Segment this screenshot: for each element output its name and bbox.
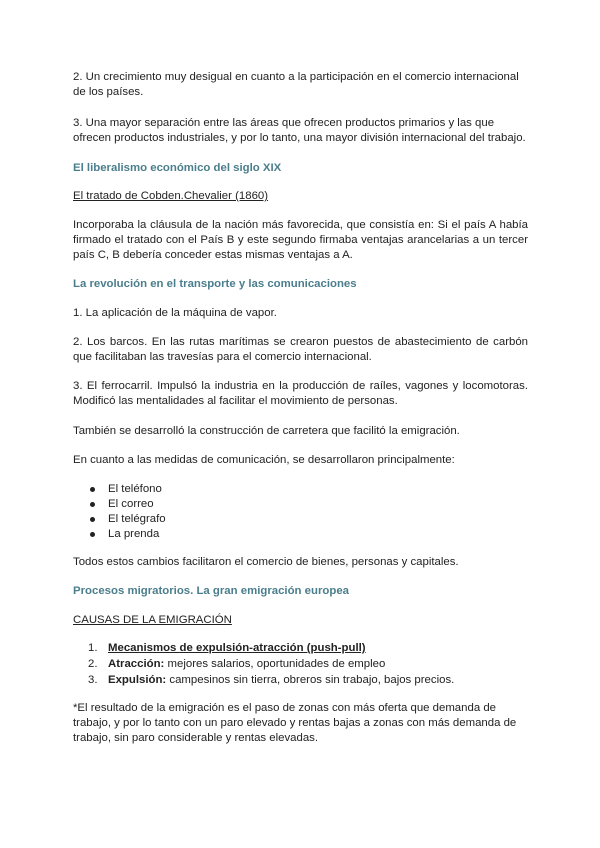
paragraph-barcos: 2. Los barcos. En las rutas marítimas se crearon puestos de abastecimiento de carbón que facilitaban las travesías para el comercio internacional. (73, 336, 528, 363)
heading-revolucion: La revolución en el transporte y las comunicaciones (73, 278, 357, 290)
list-item: El teléfono (73, 482, 166, 497)
list-item: 1. Mecanismos de expulsión-atracción (push-pull) (88, 642, 366, 654)
subheading-causas: CAUSAS DE LA EMIGRACIÓN (73, 614, 232, 626)
heading-liberalismo: El liberalismo económico del siglo XIX (73, 162, 282, 174)
paragraph-carretera: También se desarrolló la construcción de carretera que facilitó la emigración. (73, 425, 460, 437)
paragraph-tratado: Incorporaba la cláusula de la nación más favorecida, que consistía en: Si el país A había firmado el tratado con el País B y este segundo firmaba ventajas arancelarias a un tercer país C, B debería conceder estas mismas ventajas a A. (73, 219, 528, 261)
bullet-list-comunicaciones (73, 482, 166, 542)
list-item: 2. Atracción: mejores salarios, oportunidades de empleo (88, 658, 386, 670)
bullet-icon (90, 532, 95, 537)
paragraph-crecimiento: 2. Un crecimiento muy desigual en cuanto a la participación en el comercio internacional de los países. (73, 71, 519, 98)
paragraph-cambios: Todos estos cambios facilitaron el comercio de bienes, personas y capitales. (73, 556, 459, 568)
bullet-icon (90, 502, 95, 507)
paragraph-ferrocarril: 3. El ferrocarril. Impulsó la industria en la producción de raíles, vagones y locomotoras. Modificó las mentalidades al facilitar el movimiento de personas. (73, 380, 528, 407)
list-item: El telégrafo (73, 512, 166, 527)
subheading-tratado: El tratado de Cobden.Chevalier (1860) (73, 190, 269, 202)
bullet-icon (90, 517, 95, 522)
paragraph-comunicacion: En cuanto a las medidas de comunicación, se desarrollaron principalmente: (73, 454, 455, 466)
paragraph-resultado: *El resultado de la emigración es el paso de zonas con más oferta que demanda de trabajo, y por lo tanto con un paro elevado y rentas bajas a zonas con más demanda de trabajo, sin paro considerable y rentas elevadas. (73, 702, 517, 744)
heading-migratorios: Procesos migratorios. La gran emigración europea (73, 585, 349, 597)
list-item: La prenda (73, 527, 166, 542)
bullet-icon (90, 487, 95, 492)
paragraph-vapor: 1. La aplicación de la máquina de vapor. (73, 307, 277, 319)
paragraph-separacion: 3. Una mayor separación entre las áreas que ofrecen productos primarios y las que ofrecen productos industriales, y por lo tanto, una mayor división internacional del trabajo. (73, 117, 526, 144)
list-item: El correo (73, 497, 166, 512)
numbered-list-causas (73, 640, 454, 688)
list-item: 3. Expulsión: campesinos sin tierra, obreros sin trabajo, bajos precios. (88, 674, 455, 686)
